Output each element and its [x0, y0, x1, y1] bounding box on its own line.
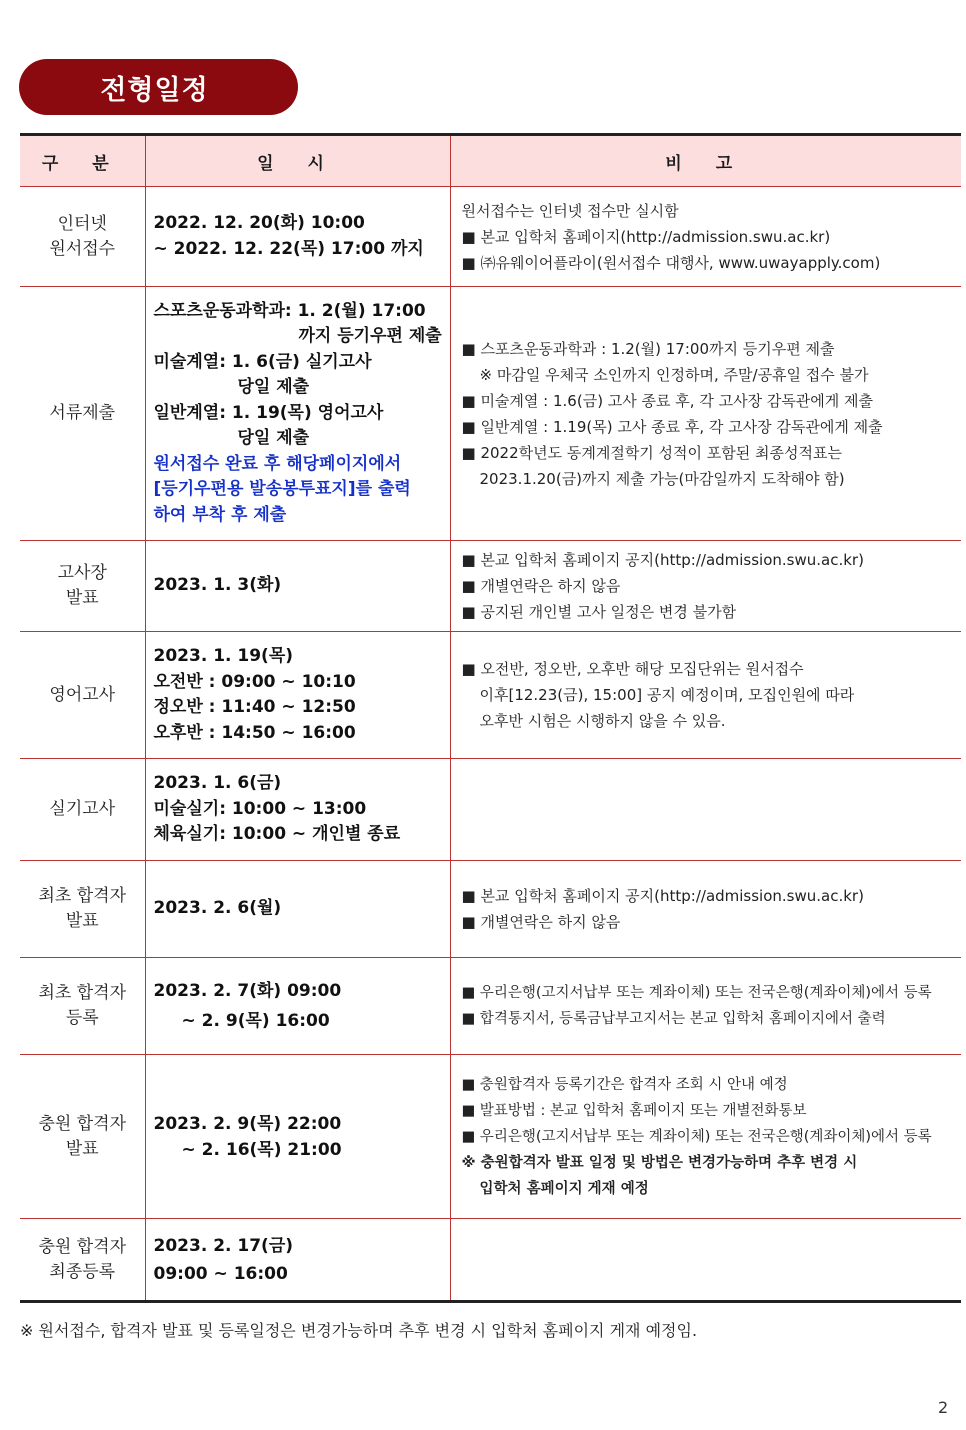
highlight-instruction: 원서접수 완료 후 해당페이지에서 — [153, 453, 402, 474]
row-category: 충원 합격자 최종등록 — [38, 1236, 126, 1282]
row-category: 충원 합격자 발표 — [20, 1055, 145, 1219]
row-notes: ■ 우리은행(고지서납부 또는 계좌이체) 또는 전국은행(계좌이체)에서 등록 ■ 합격통지서, 등록금납부고지서는 본교 입학처 홈페이지에서 출력 — [450, 958, 961, 1055]
section-title-banner — [19, 59, 298, 115]
row-notes: ■ 스포츠운동과학과 : 1.2(월) 17:00까지 등기우편 제출 ※ 마감일 우체국 소인까지 인정하며, 주말/공휴일 접수 불가 ■ 미술계열 : 1.6(금) 고사 종료 후, 각 고사장 감독관에게 제출 ■ 일반계열 : 1.19(목) 고사 종료 후, 각 고사장 감독관에게 제출 ■ 2022학년도 동계계절학기 성적이 포함된 최종성적표는 2023.1.20(금)까지 제출 가능(마감일까지 도착해야 함) — [450, 287, 961, 541]
row-category: 실기고사 — [20, 759, 145, 861]
row-notes — [450, 1219, 961, 1302]
header-category: 구 분 — [20, 135, 145, 187]
row-date: 2023. 1. 6(금) 미술실기: 10:00 ~ 13:00 체육실기: 10:00 ~ 개인별 종료 — [145, 759, 450, 861]
row-date: 2023. 2. 7(화) 09:00 ~ 2. 9(목) 16:00 — [145, 958, 450, 1055]
footnote: ※ 원서접수, 합격자 발표 및 등록일정은 변경가능하며 추후 변경 시 입학처 홈페이지 게재 예정임. — [20, 1321, 698, 1340]
row-category: 서류제출 — [20, 287, 145, 541]
row-date: 2022. 12. 20(화) 10:00 ~ 2022. 12. 22(목) 17:00 까지 — [145, 187, 450, 287]
highlight-instruction: [등기우편용 발송봉투표지]를 출력 — [153, 479, 411, 500]
row-date: 2023. 2. 9(목) 22:00 ~ 2. 16(목) 21:00 — [145, 1055, 450, 1219]
table-row — [20, 958, 961, 1055]
header-datetime: 일 시 — [145, 135, 450, 187]
row-date: 2023. 1. 19(목) 오전반 : 09:00 ~ 10:10 정오반 : 11:40 ~ 12:50 오후반 : 14:50 ~ 16:00 — [145, 632, 450, 759]
row-notes — [450, 759, 961, 861]
row-notes: 원서접수는 인터넷 접수만 실시함 ■ 본교 입학처 홈페이지(http://admission.swu.ac.kr) ■ ㈜유웨이어플라이(원서접수 대행사, www.uwayapply.com) — [450, 187, 961, 287]
schedule-table — [20, 133, 961, 1303]
row-date: 스포츠운동과학과: 1. 2(월) 17:00 까지 등기우편 제출 미술계열: 1. 6(금) 실기고사 당일 제출 일반계열: 1. 19(목) 영어고사 당일 제출 원서접수 완료 후 해당페이지에서 [등기우편용 발송봉투표지]를 출력 하여 부착 후 제출 — [145, 287, 450, 541]
table-row — [20, 861, 961, 958]
row-notes: ■ 본교 입학처 홈페이지 공지(http://admission.swu.ac.kr) ■ 개별연락은 하지 않음 ■ 공지된 개인별 고사 일정은 변경 불가함 — [450, 541, 961, 632]
table-row — [20, 187, 961, 287]
table-row — [20, 1219, 961, 1302]
row-notes: ■ 충원합격자 등록기간은 합격자 조회 시 안내 예정 ■ 발표방법 : 본교 입학처 홈페이지 또는 개별전화통보 ■ 우리은행(고지서납부 또는 계좌이체) 또는 전국은행(계좌이체)에서 등록 ※ 충원합격자 발표 일정 및 방법은 변경가능하며 추후 변경 시 입학처 홈페이지 게재 예정 — [450, 1055, 961, 1219]
table-row — [20, 759, 961, 861]
table-row — [20, 1055, 961, 1219]
row-category: 최초 합격자 등록 — [20, 958, 145, 1055]
row-category: 고사장 발표 — [20, 541, 145, 632]
table-header-row — [20, 135, 961, 187]
table-row — [20, 287, 961, 541]
table-row — [20, 541, 961, 632]
row-date: 2023. 2. 17(금) 09:00 ~ 16:00 — [145, 1219, 450, 1302]
section-title: 전형일정 — [100, 74, 209, 106]
row-notes: ■ 오전반, 정오반, 오후반 해당 모집단위는 원서접수 이후[12.23(금), 15:00] 공지 예정이며, 모집인원에 따라 오후반 시험은 시행하지 않을 수 있음. — [450, 632, 961, 759]
row-date: 2023. 2. 6(월) — [145, 861, 450, 958]
highlight-instruction: 하여 부착 후 제출 — [153, 504, 287, 525]
row-category: 최초 합격자 발표 — [20, 861, 145, 958]
table-row — [20, 632, 961, 759]
row-category: 인터넷 원서접수 — [20, 187, 145, 287]
row-notes: ■ 본교 입학처 홈페이지 공지(http://admission.swu.ac.kr) ■ 개별연락은 하지 않음 — [450, 861, 961, 958]
row-category: 영어고사 — [20, 632, 145, 759]
header-remarks: 비 고 — [450, 135, 961, 187]
row-date: 2023. 1. 3(화) — [145, 541, 450, 632]
page-number: 2 — [938, 1398, 949, 1417]
